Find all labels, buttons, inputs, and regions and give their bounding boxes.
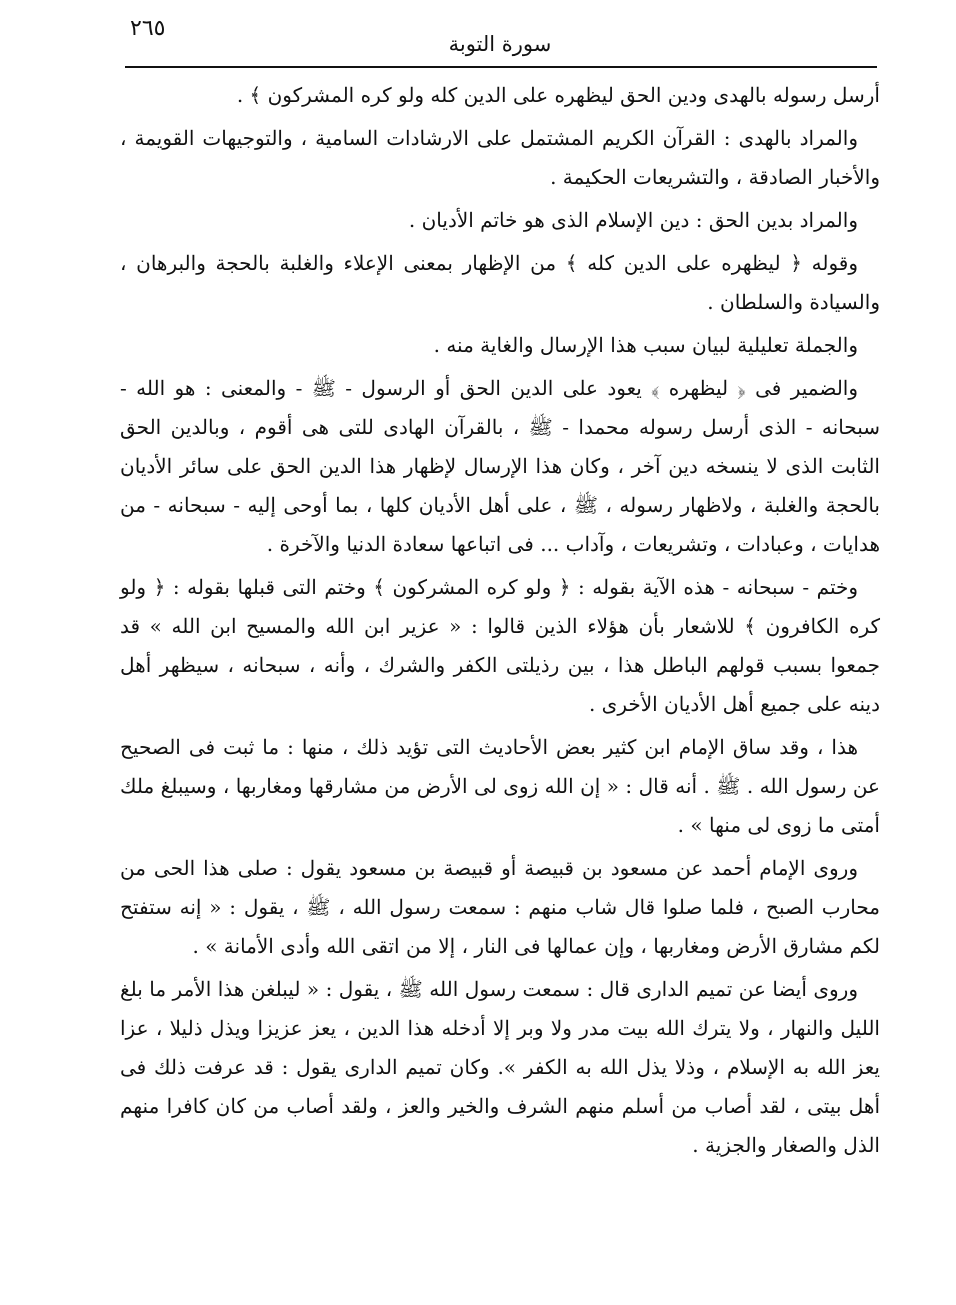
paragraph: وروى أيضا عن تميم الدارى قال : سمعت رسول الله ﷺ ، يقول : « ليبلغن هذا الأمر ما بلغ الليل والنهار ، ولا يترك الله بيت مدر ولا وبر إلا أدخله هذا الدين ، يعز عزيزا ويذل ذليلا ، عزا يعز الله به الإسلام ، وذلا يذل الله به الكفر ». وكان تميم الدارى يقول : قد عرفت ذلك فى أهل بيتى ، لقد أصاب من أسلم منهم الشرف والخير والعز ، ولقد أصاب من كان كافرا منهم الذل والصغار والجزية . bbox=[120, 977, 881, 1157]
body-text bbox=[120, 76, 880, 1169]
paragraph: والمراد بالهدى : القرآن الكريم المشتمل على الارشادات السامية ، والتوجيهات القويمة ، والأخبار الصادقة ، والتشريعات الحكيمة . bbox=[120, 126, 880, 189]
paragraph: هذا ، وقد ساق الإمام ابن كثير بعض الأحاديث التى تؤيد ذلك ، منها : ما ثبت فى الصحيح عن رسول الله . ﷺ . أنه قال : « إن الله زوى لى الأرض من مشارقها ومغاربها ، وسيبلغ ملك أمتى ما زوى لى منها » . bbox=[120, 735, 880, 837]
paragraph: وختم - سبحانه - هذه الآية بقوله : ﴿ ولو كره المشركون ﴾ وختم التى قبلها بقوله : ﴿ ولو كره الكافرون ﴾ للاشعار بأن هؤلاء الذين قالوا : « عزير ابن الله والمسيح ابن الله » قد جمعوا بسبب قولهم الباطل هذا ، بين رذيلتى الكفر والشرك ، وأنه ، سبحانه ، سيظهر أهل دينه على جميع أهل الأديان الأخرى . bbox=[120, 575, 880, 716]
paragraph: وقوله ﴿ ليظهره على الدين كله ﴾ من الإظهار بمعنى الإعلاء والغلبة بالحجة والبرهان ، والسيادة والسلطان . bbox=[120, 251, 880, 314]
surah-title: سورة التوبة bbox=[448, 32, 552, 56]
paragraph: والجملة تعليلية لبيان سبب هذا الإرسال والغاية منه . bbox=[433, 333, 858, 357]
page-header bbox=[120, 14, 880, 62]
header-divider bbox=[125, 66, 877, 68]
paragraph: والمراد بدين الحق : دين الإسلام الذى هو خاتم الأديان . bbox=[408, 208, 858, 232]
paragraph: وروى الإمام أحمد عن مسعود بن قبيصة أو قبيصة بن مسعود يقول : صلى هذا الحى من محارب الصبح ، فلما صلوا قال شاب منهم : سمعت رسول الله ، ﷺ ، يقول : « إنه ستفتح لكم مشارق الأرض ومغاربها ، وإن عمالها فى النار ، إلا من اتقى الله وأدى الأمانة » . bbox=[120, 856, 880, 958]
paragraph: أرسل رسوله بالهدى ودين الحق ليظهره على الدين كله ولو كره المشركون ﴾ . bbox=[236, 83, 880, 107]
page-number: ٢٦٥ bbox=[130, 16, 166, 41]
paragraph: والضمير فى ﴿ ليظهره ﴾ يعود على الدين الحق أو الرسول - ﷺ - والمعنى : هو الله - سبحانه - الذى أرسل رسوله محمدا - ﷺ ، بالقرآن الهادى للتى هى أقوم ، وبالدين الحق الثابت الذى لا ينسخه دين آخر ، وكان هذا الإرسال لإظهار هذا الدين الحق على سائر الأديان بالحجة والغلبة ، ولاظهار رسوله ، ﷺ ، على أهل الأديان كلها ، بما أوحى إليه - سبحانه - من هدايات ، وعبادات ، وتشريعات ، وآداب ... فى اتباعها سعادة الدنيا والآخرة . bbox=[120, 376, 880, 556]
